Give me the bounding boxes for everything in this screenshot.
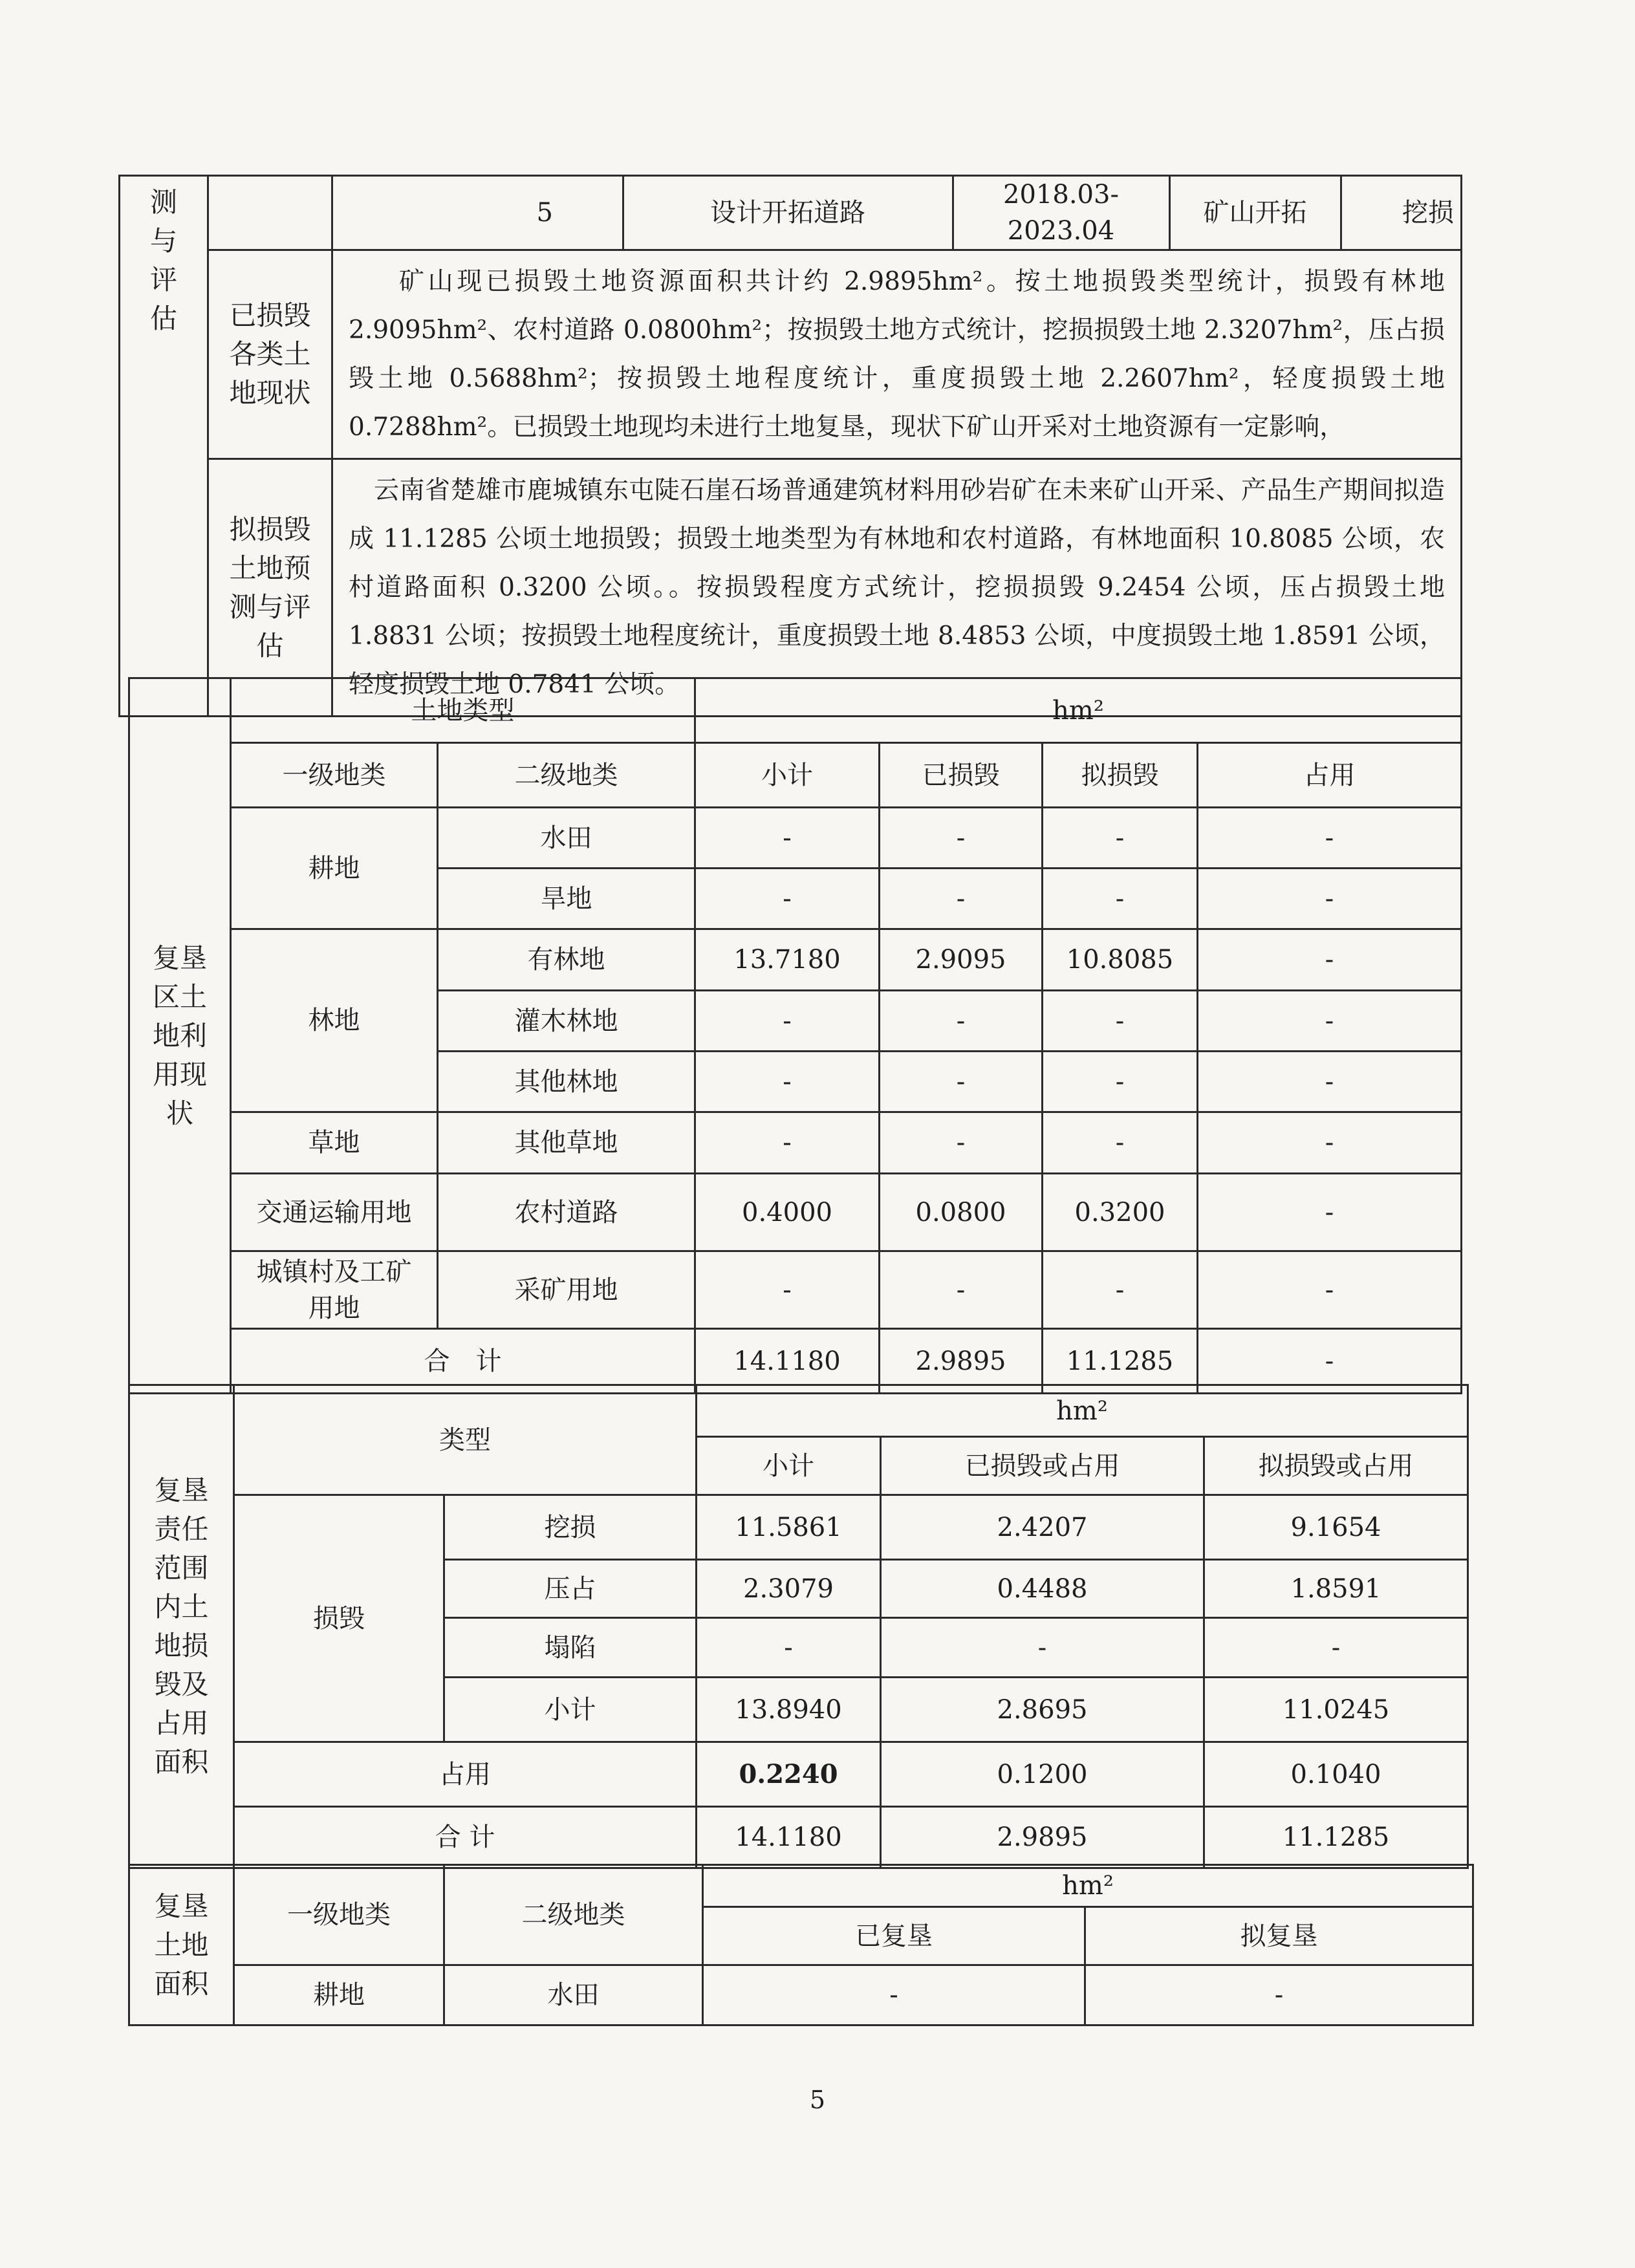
- cell-value: -: [880, 808, 1043, 869]
- cell-value: 11.0245: [1204, 1678, 1468, 1742]
- reclaim-table: [128, 1864, 1474, 2026]
- row-label: 水田: [444, 1965, 703, 2025]
- cell-value: 10.8085: [1043, 929, 1198, 991]
- group-forest: 林地: [231, 929, 438, 1112]
- resp-type-header: 类型: [234, 1385, 697, 1495]
- cell-value: -: [1204, 1618, 1468, 1678]
- group-damage: 损毁: [234, 1495, 444, 1742]
- stage-phase: 矿山开拓: [1169, 177, 1341, 249]
- row-label: 农村道路: [438, 1174, 695, 1251]
- stage-no: 5: [468, 177, 623, 249]
- row-label: 耕地: [234, 1965, 444, 2025]
- col-planned-occupied: 拟损毁或占用: [1204, 1437, 1468, 1495]
- cell-value: -: [695, 1251, 880, 1329]
- cell-value: -: [1198, 991, 1462, 1052]
- row-label: 挖损: [444, 1495, 697, 1560]
- cell-value: -: [697, 1618, 881, 1678]
- cell-value: 13.8940: [697, 1678, 881, 1742]
- cell-value: -: [880, 1112, 1043, 1174]
- cell-value: -: [1198, 1174, 1462, 1251]
- cell-value: 0.2240: [697, 1742, 881, 1807]
- row-label: 其他草地: [438, 1112, 695, 1174]
- row-label: 占用: [234, 1742, 697, 1807]
- col-damaged: 已损毁: [880, 743, 1043, 808]
- assessment-table: [118, 175, 1462, 717]
- cell-value: 9.1654: [1204, 1495, 1468, 1560]
- cell-value: 0.1040: [1204, 1742, 1468, 1807]
- cell-value: -: [695, 869, 880, 929]
- cell-value: 2.9095: [880, 929, 1043, 991]
- cell-value: -: [695, 1052, 880, 1112]
- cell-value: 1.8591: [1204, 1560, 1468, 1618]
- landuse-unit: hm²: [695, 678, 1462, 743]
- col-level2: 二级地类: [444, 1865, 703, 1965]
- cell-value: 14.1180: [697, 1807, 881, 1868]
- stage-row: [332, 176, 1462, 250]
- group-farmland: 耕地: [231, 808, 438, 929]
- col-level1: 一级地类: [231, 743, 438, 808]
- planned-damage-label: 拟损毁 土地预 测与评 估: [208, 459, 332, 717]
- col-planned: 拟损毁: [1043, 743, 1198, 808]
- existing-damage-label: 已损毁 各类土 地现状: [208, 250, 332, 459]
- row-label: 塌陷: [444, 1618, 697, 1678]
- cell-value: -: [880, 869, 1043, 929]
- existing-damage-text: 矿山现已损毁土地资源面积共计约 2.9895hm²。按土地损毁类型统计，损毁有林地 2.9095hm²、农村道路 0.0800hm²；按损毁土地方式统计，挖损损毁土地 2.3207hm²，压占损毁土地 0.5688hm²；按损毁土地程度统计，重度损毁土地 2.2607hm²，轻度损毁土地 0.7288hm²。已损毁土地现均未进行土地复垦，现状下矿山开采对土地资源有一定影响，: [332, 250, 1462, 459]
- stage-name: 设计开拓道路: [623, 177, 953, 249]
- cell-value: 0.4000: [695, 1174, 880, 1251]
- cell-value: 11.1285: [1043, 1329, 1198, 1394]
- landuse-table: [128, 677, 1462, 1394]
- row-label: 其他林地: [438, 1052, 695, 1112]
- total-label: 合 计: [231, 1329, 695, 1394]
- cell-value: -: [1198, 929, 1462, 991]
- cell-value: -: [1198, 1112, 1462, 1174]
- cell-value: -: [695, 1112, 880, 1174]
- cell-value: -: [881, 1618, 1204, 1678]
- planned-damage-text: 云南省楚雄市鹿城镇东屯陡石崖石场普通建筑材料用砂岩矿在未来矿山开采、产品生产期间拟造成 11.1285 公顷土地损毁；损毁土地类型为有林地和农村道路，有林地面积 10.8085 公顷，农村道路面积 0.3200 公顷。。按损毁程度方式统计，挖损损毁 9.2454 公顷，压占损毁土地 1.8831 公顷；按损毁土地程度统计，重度损毁土地 8.4853 公顷，中度损毁土地 1.8591 公顷，轻度损毁土地 0.7841 公顷。: [332, 459, 1462, 717]
- row-label: 合 计: [234, 1807, 697, 1868]
- section-label-responsibility: 复垦 责任 范围 内土 地损 毁及 占用 面积: [129, 1385, 234, 1868]
- cell-value: 0.4488: [881, 1560, 1204, 1618]
- col-occupied: 占用: [1198, 743, 1462, 808]
- col-reclaimed: 已复垦: [703, 1907, 1085, 1965]
- cell-value: -: [1043, 869, 1198, 929]
- cell-value: 0.0800: [880, 1174, 1043, 1251]
- cell-value: -: [880, 1052, 1043, 1112]
- cell-value: -: [880, 1251, 1043, 1329]
- cell-value: -: [1043, 991, 1198, 1052]
- cell-value: -: [1198, 1329, 1462, 1394]
- group-transport: 交通运输用地: [231, 1174, 438, 1251]
- cell-value: 11.5861: [697, 1495, 881, 1560]
- cell-value: 11.1285: [1204, 1807, 1468, 1868]
- row-label: 压占: [444, 1560, 697, 1618]
- cell-value: -: [1198, 808, 1462, 869]
- cell-value: -: [695, 991, 880, 1052]
- cell-value: -: [1198, 1251, 1462, 1329]
- row-label: 小计: [444, 1678, 697, 1742]
- page-number: 5: [809, 2086, 826, 2114]
- col-subtotal: 小计: [695, 743, 880, 808]
- row-label: 水田: [438, 808, 695, 869]
- cell-value: -: [1043, 808, 1198, 869]
- cell-value: 2.8695: [881, 1678, 1204, 1742]
- row-label: 旱地: [438, 869, 695, 929]
- cell-value: -: [695, 808, 880, 869]
- col-level1: 一级地类: [234, 1865, 444, 1965]
- cell-value: 14.1180: [695, 1329, 880, 1394]
- landuse-type-header: 土地类型: [231, 678, 695, 743]
- cell-value: -: [1043, 1251, 1198, 1329]
- empty-cell: [208, 176, 332, 250]
- col-level2: 二级地类: [438, 743, 695, 808]
- cell-value: -: [1085, 1965, 1473, 2025]
- row-label: 灌木林地: [438, 991, 695, 1052]
- responsibility-table: [128, 1384, 1469, 1869]
- group-grassland: 草地: [231, 1112, 438, 1174]
- col-damaged-occupied: 已损毁或占用: [881, 1437, 1204, 1495]
- cell-value: 2.4207: [881, 1495, 1204, 1560]
- cell-value: -: [1043, 1052, 1198, 1112]
- section-label-landuse: 复垦 区土 地利 用现 状: [129, 678, 231, 1394]
- cell-value: 0.1200: [881, 1742, 1204, 1807]
- group-urban-mining: 城镇村及工矿 用地: [231, 1251, 438, 1329]
- cell-value: -: [1198, 869, 1462, 929]
- cell-value: -: [880, 991, 1043, 1052]
- stage-period: 2018.03-2023.04: [953, 177, 1169, 249]
- section-label-reclaim: 复垦 土地 面积: [129, 1865, 234, 2025]
- stage-damage-type: 挖损: [1341, 177, 1462, 249]
- section-label-assessment: 测 与 评 估: [120, 176, 208, 717]
- cell-value: 2.9895: [880, 1329, 1043, 1394]
- cell-value: -: [1043, 1112, 1198, 1174]
- col-planned-reclaim: 拟复垦: [1085, 1907, 1473, 1965]
- cell-value: 13.7180: [695, 929, 880, 991]
- row-label: 有林地: [438, 929, 695, 991]
- resp-unit: hm²: [697, 1385, 1468, 1437]
- cell-value: 2.9895: [881, 1807, 1204, 1868]
- cell-value: -: [703, 1965, 1085, 2025]
- reclaim-unit: hm²: [703, 1865, 1473, 1907]
- col-subtotal: 小计: [697, 1437, 881, 1495]
- row-label: 采矿用地: [438, 1251, 695, 1329]
- cell-value: -: [1198, 1052, 1462, 1112]
- cell-value: 2.3079: [697, 1560, 881, 1618]
- cell-value: 0.3200: [1043, 1174, 1198, 1251]
